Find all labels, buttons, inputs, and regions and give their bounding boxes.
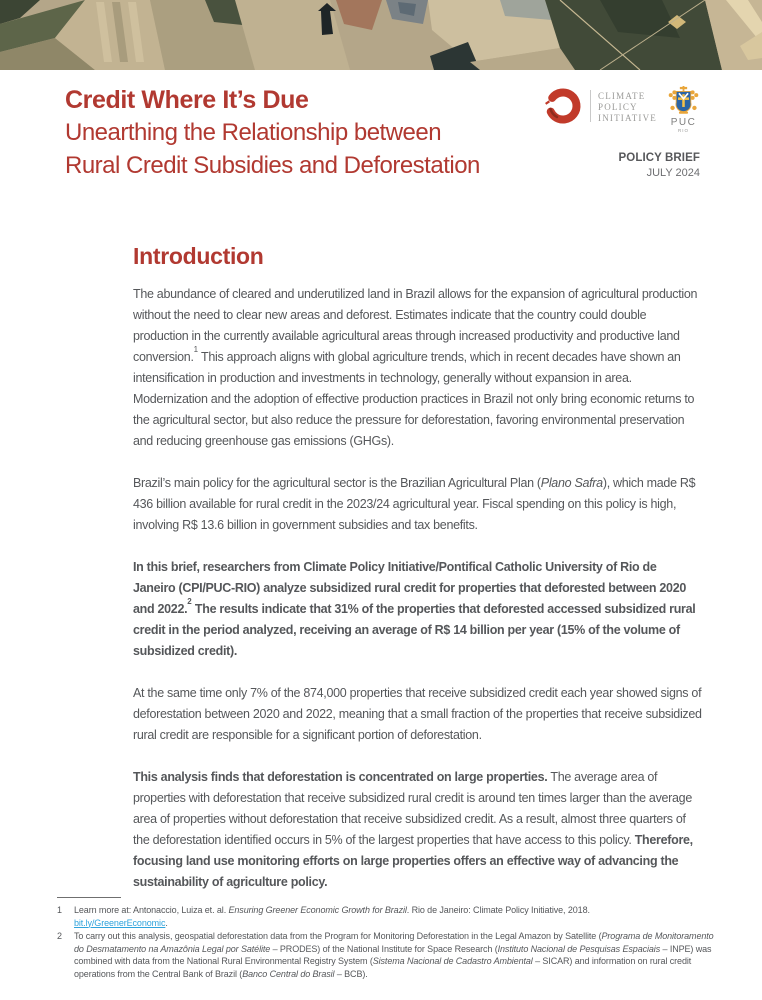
text-segment: The results indicate that 31% of the properties that deforested accessed subsidized rural credit in the period analyzed, receiving an average of R$ 14 billion per year (15% of the volume of subsidized credit). — [133, 602, 696, 658]
paragraph-3 — [133, 557, 702, 662]
main-content — [133, 243, 702, 914]
puc-rio-crest-icon — [667, 86, 700, 117]
footnotes-section — [57, 897, 715, 981]
doc-type-label: POLICY BRIEF — [618, 152, 700, 164]
text-segment: Brazil’s main policy for the agricultural sector is the Brazilian Agricultural Plan ( — [133, 476, 541, 490]
footnote-1-number: 1 — [57, 905, 62, 915]
paragraph-4 — [133, 683, 702, 746]
footnote-link[interactable]: bit.ly/GreenerEconomic — [74, 917, 166, 928]
cpi-word-climate: CLIMATE — [598, 91, 646, 101]
doc-date-label: JULY 2024 — [646, 167, 700, 179]
text-segment: – SICAR) and information on rural credit operations from the Central Bank of Brazil ( — [74, 956, 692, 979]
logo-separator — [590, 90, 591, 122]
subtitle-line-2: Rural Credit Subsidies and Deforestation — [65, 152, 480, 179]
footnote-2-text — [74, 930, 715, 980]
footnote-reference: 2 — [187, 596, 192, 606]
text-segment: Therefore, focusing land use monitoring efforts on large properties offers an effective way of advancing the sustainability of agriculture policy. — [133, 833, 693, 889]
text-segment: Programa de Monitoramento do Desmatamento na Amazônia Legal por Satélite — [74, 931, 714, 954]
text-segment: The abundance of cleared and underutilized land in Brazil allows for the expansion of agricultural production without the need to clear new areas and deforest. Estimates indicate that the country could double production in the currently available agricultural areas through increased productivity and productive land conversion. — [133, 287, 698, 364]
footnote-reference: 1 — [193, 344, 199, 354]
puc-rio-logo — [667, 86, 700, 134]
paragraph-2 — [133, 473, 702, 536]
banner-aerial-farmland-image — [0, 0, 762, 70]
footnote-divider — [57, 897, 121, 898]
footnote-2 — [57, 930, 715, 980]
text-segment: Ensuring Greener Economic Growth for Brazil — [228, 905, 407, 915]
subtitle-line-1: Unearthing the Relationship between — [65, 119, 442, 146]
text-segment: – BCB). — [334, 968, 368, 979]
paragraph-1 — [133, 284, 702, 452]
text-segment: Learn more at: Antonaccio, Luiza et. al. — [74, 905, 229, 915]
cpi-logo-text — [598, 86, 657, 124]
header — [65, 84, 700, 204]
puc-rio-sublabel: RIO — [677, 128, 689, 133]
text-segment: At the same time only 7% of the 874,000 properties that receive subsidized credit each year showed signs of deforestation between 2020 and 2022, meaning that a small fraction of the properties that receive subsidized rural credit are responsible for a significant portion of deforestation. — [133, 686, 702, 742]
footnote-2-number: 2 — [57, 931, 62, 941]
text-segment: Instituto Nacional de Pesquisas Espaciais — [497, 943, 661, 954]
cpi-word-initiative: INITIATIVE — [598, 113, 657, 123]
text-segment: Sistema Nacional de Cadastro Ambiental — [372, 956, 533, 966]
text-segment: Plano Safra — [540, 476, 603, 490]
puc-label: PUC — [670, 117, 697, 128]
document-title: Credit Where It’s Due — [65, 86, 309, 114]
text-segment: . — [165, 917, 168, 928]
brand-block — [543, 86, 700, 181]
text-segment: To carry out this analysis, geospatial deforestation data from the Program for Monitoring Deforestation in the Legal Amazon by Satellite ( — [74, 931, 602, 941]
text-segment: ), which made R$ 436 billion available for rural credit in the 2023/24 agricultural year. Fiscal spending on this policy is high, involving R$ 13.6 billion in government subsidies and tax benefits. — [133, 476, 696, 532]
cpi-swirl-logo-icon — [543, 86, 583, 126]
text-segment: . Rio de Janeiro: Climate Policy Initiative, 2018. — [406, 905, 590, 915]
text-segment: This analysis finds that deforestation is concentrated on large properties. — [133, 770, 548, 784]
document-meta — [543, 151, 700, 181]
text-segment: – INPE) was combined with data from the National Rural Environmental Registry System ( — [74, 943, 712, 966]
farmland-graphic — [0, 0, 762, 70]
section-heading-introduction: Introduction — [133, 243, 264, 269]
footnote-1 — [57, 904, 715, 929]
footnote-1-text — [74, 904, 715, 929]
text-segment: This approach aligns with global agriculture trends, which in recent decades have shown an intensification in production and investments in technology, generally without expansion in area. Modernization and the adoption of effective production practices in Brazil not only bring economic returns to the agricultural sector, but also reduce the pressure for deforestation, favoring environmental preservation and reducing greenhouse gas emissions (GHGs). — [133, 350, 695, 448]
text-segment: Banco Central do Brasil — [242, 968, 335, 979]
cpi-word-policy: POLICY — [598, 102, 638, 112]
text-segment: – PRODES) of the National Institute for Space Research ( — [270, 943, 498, 954]
logo-row — [543, 86, 700, 134]
text-segment: In this brief, researchers from Climate Policy Initiative/Pontifical Catholic University of Rio de Janeiro (CPI/PUC-RIO) analyze subsidized rural credit for properties that deforested between 2020 and 2022. — [133, 560, 686, 616]
text-segment: The average area of properties with deforestation that receive subsidized rural credit is around ten times larger than the average area of properties without deforestation that receive subsidized credit. As a result, almost three quarters of the deforestation identified occurs in 5% of the largest properties that have access to this policy. — [133, 770, 692, 847]
paragraph-5 — [133, 767, 702, 893]
